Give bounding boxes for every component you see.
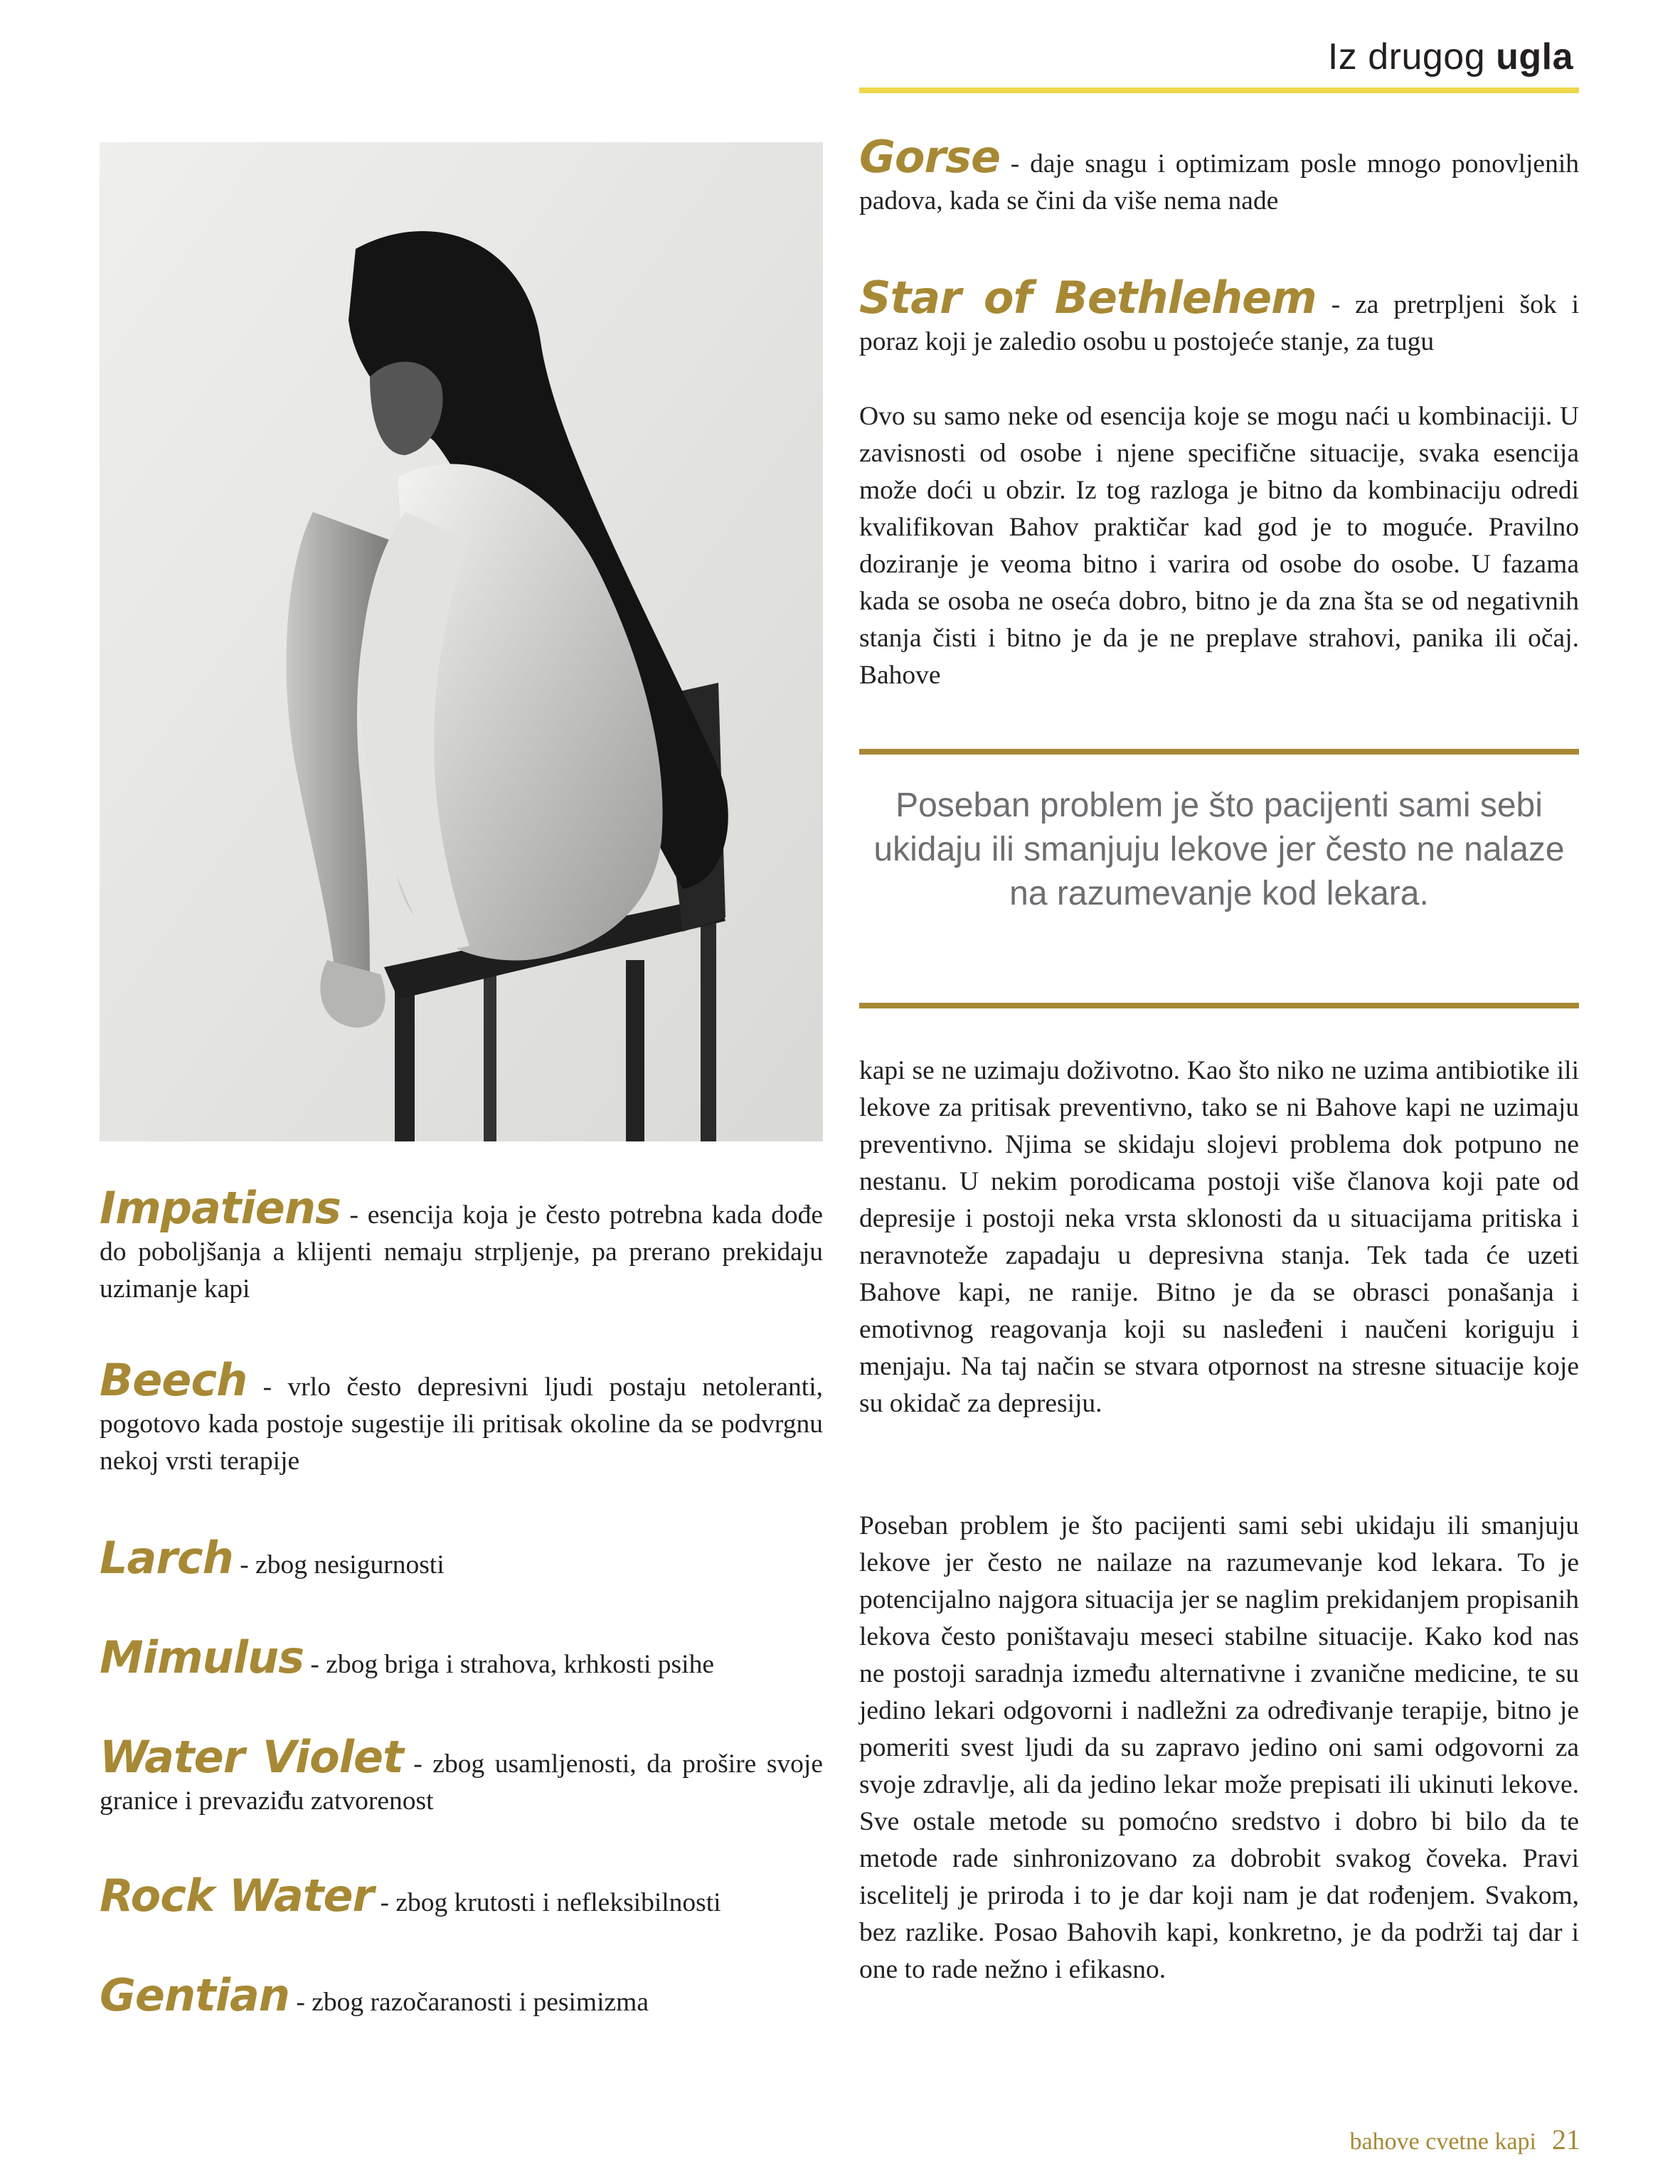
essence-description: - zbog usamljenosti, da prošire svoje granice i prevaziđu zatvorenost	[100, 1749, 823, 1816]
paragraph-2	[859, 1053, 1579, 1422]
pullquote-top-rule	[859, 749, 1579, 755]
essence-description: - zbog briga i strahova, krhkosti psihe	[304, 1650, 714, 1679]
paragraph-3-text: Poseban problem je što pacijenti sami sebi ukidaju ili smanjuju lekove jer često ne nailaze na razumevanje kod lekara. To je potencijalno najgora situacija jer se naglim prekidanjem propisanih lekova često poništavaju meseci stabilne situacije. Kako kod nas ne postoji saradnja između alternativne i zvanične medicine, te su jedino lekari odgovorni i nadležni za određivanje terapije, bitno je pomeriti svest ljudi da su zapravo jedino oni sami odgovorni za svoje zdravlje, ali da jedino lekar može prepisati ili ukinuti lekove. Sve ostale metode su pomoćno sredstvo i dobro bi bilo da te metode rade sinhronizovano za dobrobit svakog čoveka. Pravi iscelitelj je priroda i to je dar koji nam je dat rođenjem. Svakom, bez razlike. Posao Bahovih kapi, konkretno, je da podrži taj dar i one to rade nežno i efikasno.	[859, 1511, 1579, 1984]
essence-name: Star of Bethlehem	[859, 272, 1317, 324]
left-entry-rock-water	[100, 1870, 823, 1922]
essence-description: - zbog razočaranosti i pesimizma	[289, 1988, 649, 2017]
left-entry-larch	[100, 1532, 823, 1584]
pullquote: Poseban problem je što pacijenti sami sebi ukidaju ili smanjuju lekove jer često ne nalaze na razumevanje kod lekara.	[873, 787, 1565, 912]
essence-name: Gentian	[100, 1969, 289, 2021]
left-entry-water-violet	[100, 1731, 823, 1820]
essence-description: - vrlo često depresivni ljudi postaju netoleranti, pogotovo kada postoje sugestije ili pritisak okoline da se podvrgnu nekoj vrsti terapije	[100, 1373, 823, 1476]
essence-name: Water Violet	[100, 1731, 403, 1783]
section-bold: ugla	[1496, 36, 1573, 78]
essence-name: Rock Water	[100, 1870, 374, 1922]
essence-description: - zbog krutosti i nefleksibilnosti	[373, 1888, 721, 1917]
right-entry-star-of-bethlehem	[859, 272, 1580, 361]
essence-name: Mimulus	[100, 1631, 304, 1683]
paragraph-2-text: kapi se ne uzimaju doživotno. Kao što niko ne uzima antibiotike ili lekove za pritisak preventivno, tako se ni Bahove kapi ne uzimaju preventivno. Njima se skidaju slojevi problema dok potpuno ne nestanu. U nekim porodicama postoji više članova koji pate od depresije i postoji neka vrsta sklonosti da u situacijama pritiska i neravnoteže zapadaju u depresivna stanja. Tek tada će uzeti Bahove kapi, ne ranije. Bitno je da se obrasci ponašanja i emotivnog reagovanja koji su nasleđeni i naučeni koriguju i menjaju. Na taj način se stvara otpornost na stresne situacije koje su okidač za depresiju.	[859, 1056, 1579, 1418]
essence-description: - za pretrpljeni šok i poraz koji je zaledio osobu u postojeće stanje, za tugu	[859, 290, 1580, 356]
section-header	[1328, 36, 1573, 78]
left-entry-gentian	[100, 1969, 823, 2021]
left-entry-impatiens	[100, 1182, 823, 1308]
essence-name: Gorse	[859, 131, 1001, 183]
woman-on-chair-photo	[100, 142, 823, 1141]
essence-description: - daje snagu i optimizam posle mnogo ponovljenih padova, kada se čini da više nema nade	[859, 149, 1579, 215]
paragraph-1	[859, 398, 1579, 694]
header-rule	[859, 87, 1579, 93]
magazine-name: bahove cvetne kapi	[1349, 2129, 1536, 2155]
essence-name: Impatiens	[100, 1182, 341, 1234]
page-footer	[1350, 2123, 1580, 2156]
paragraph-3	[859, 1508, 1579, 1988]
page-number: 21	[1552, 2124, 1580, 2156]
photo-illustration	[100, 142, 823, 1141]
essence-description: - esencija koja je često potrebna kada dođe do poboljšanja a klijenti nemaju strpljenje, pa prerano prekidaju uzimanje kapi	[100, 1200, 823, 1304]
left-entry-mimulus	[100, 1631, 823, 1683]
essence-name: Beech	[100, 1354, 248, 1406]
essence-description: - zbog nesigurnosti	[233, 1550, 445, 1580]
left-entry-beech	[100, 1354, 823, 1480]
pullquote-bottom-rule	[859, 1003, 1579, 1008]
paragraph-1-text: Ovo su samo neke od esencija koje se mogu naći u kombinaciji. U zavisnosti od osobe i njene specifične situacije, svaka esencija može doći u obzir. Iz tog razloga je bitno da kombinaciju odredi kvalifikovan Bahov praktičar kad god je to moguće. Pravilno doziranje je veoma bitno i varira od osobe do osobe. U fazama kada se osoba ne oseća dobro, bitno je da zna šta se od negativnih stanja čisti i bitno je da je ne preplave strahovi, panika ili očaj. Bahove	[859, 402, 1579, 690]
right-entry-gorse	[859, 131, 1579, 220]
essence-name: Larch	[100, 1532, 233, 1584]
section-prefix: Iz drugog	[1327, 36, 1496, 78]
